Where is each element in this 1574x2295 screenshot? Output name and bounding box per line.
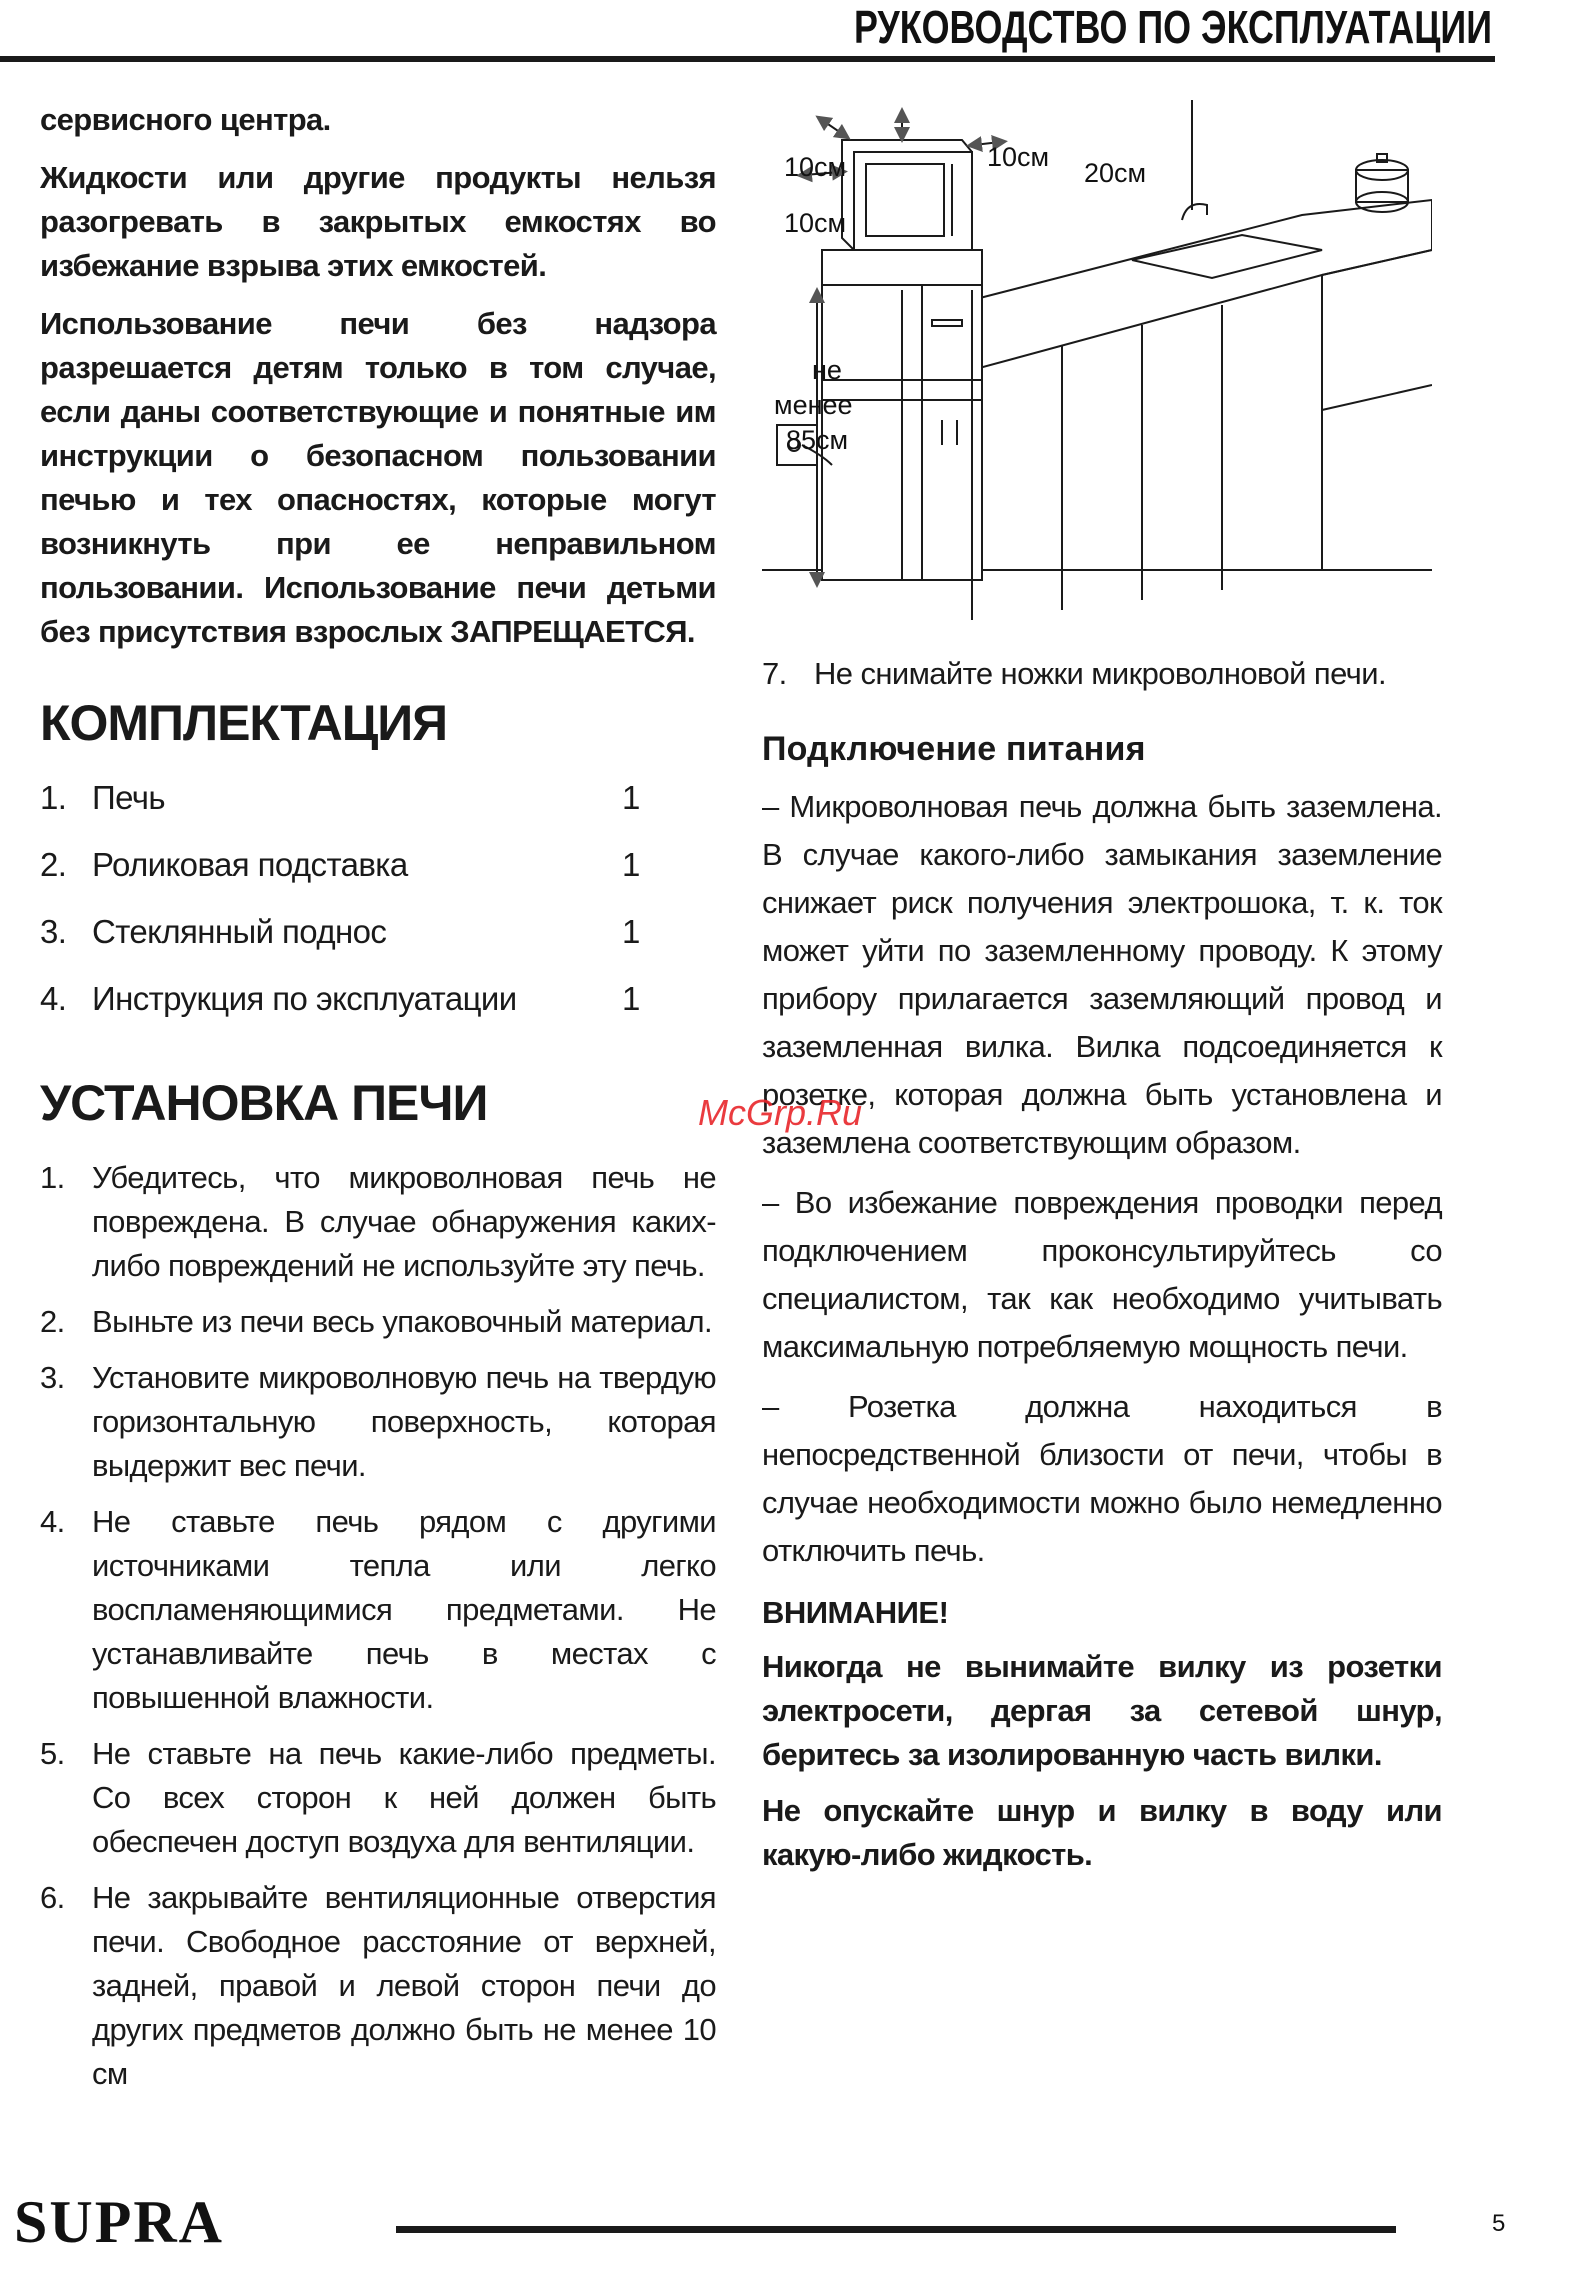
header-rule [0,56,1495,62]
kit-item-name: Роликовая подставка [92,846,408,883]
install-list [40,1156,716,2096]
kit-item-quantity: 1 [622,846,640,883]
install-item-number: 7. [762,656,787,691]
height-label-line1: не [812,355,842,385]
warning-paragraph-1: Никогда не вынимайте вилку из розетки электросети, дергая за сетевой шнур, беритесь за изолированную часть вилки. [762,1649,1442,1772]
footer-rule [396,2226,1396,2233]
height-label-line3: 85см [786,425,849,455]
clearance-right-label: 20см [1084,158,1147,188]
clearance-top-label: 10см [987,142,1050,172]
kit-item [40,910,716,977]
kit-item-number: 4. [40,980,67,1017]
kit-list [40,776,716,1044]
right-column [762,652,1442,1889]
kit-item-name: Стеклянный поднос [92,913,387,950]
install-item-text: Не ставьте печь рядом с другими источниками тепла или легко воспламеняющимися предметами. Не устанавливайте печь в местах с повышенной влажности. [92,1504,716,1715]
brand-logo: SUPRA [14,2189,225,2255]
installation-figure [762,100,1432,620]
kit-item-number: 1. [40,779,67,816]
install-item [40,1300,716,1344]
left-column [40,98,716,2108]
install-item-number: 1. [40,1160,65,1195]
install-item [40,1876,716,2096]
power-paragraph-3: – Розетка должна находиться в непосредственной близости от печи, чтобы в случае необходимости можно было немедленно отключить печь. [762,1389,1442,1568]
kit-item [40,843,716,910]
height-label-line2: менее [774,390,853,420]
install-item [40,1500,716,1720]
install-item-number: 6. [40,1880,65,1915]
power-paragraph-1: – Микроволновая печь должна быть заземлена. В случае какого-либо замыкания заземление снижает риск получения электрошока, т. к. ток может уйти по заземленному проводу. К этому прибору прилагается заземляющий провод и заземленная вилка. Вилка подсоединяется к розетке, которая должна быть установлена и заземлена соответствующим образом. [762,789,1442,1160]
kit-item [40,977,716,1044]
kit-item-name: Печь [92,779,165,816]
install-item-text: Не ставьте на печь какие-либо предметы. Со всех сторон к ней должен быть обеспечен доступ воздуха для вентиляции. [92,1736,716,1859]
install-item-text: Убедитесь, что микроволновая печь не повреждена. В случае обнаружения каких-либо повреждений не используйте эту печь. [92,1160,716,1283]
clearance-left-top-label: 10см [784,152,847,182]
intro-paragraph-3: Использование печи без надзора разрешается детям только в том случае, если даны соответствующие и понятные им инструкции о безопасном пользовании печью и тех опасностях, которые могут возникнуть при ее неправильном пользовании. Использование печи детьми без присутствия взрослых ЗАПРЕЩАЕТСЯ. [40,306,716,649]
warning-paragraph-2: Не опускайте шнур и вилку в воду или какую-либо жидкость. [762,1793,1442,1872]
install-item-number: 2. [40,1304,65,1339]
kit-item [40,776,716,843]
intro-paragraph-2: Жидкости или другие продукты нельзя разогревать в закрытых емкостях во избежание взрыва этих емкостей. [40,160,716,283]
intro-paragraph-1: сервисного центра. [40,102,331,137]
install-item [762,652,1442,696]
kit-item-quantity: 1 [622,779,640,816]
attention-heading: ВНИМАНИЕ! [762,1595,949,1630]
install-item [40,1356,716,1488]
kit-item-number: 2. [40,846,67,883]
install-item-number: 5. [40,1736,65,1771]
clearance-left-bottom-label: 10см [784,208,847,238]
page-header-title: РУКОВОДСТВО ПО ЭКСПЛУАТАЦИИ [853,1,1492,53]
install-item-number: 3. [40,1360,65,1395]
install-item-text: Выньте из печи весь упаковочный материал. [92,1304,713,1339]
watermark-text: McGrp.Ru [698,1092,863,1133]
kit-item-number: 3. [40,913,67,950]
install-item-text: Не снимайте ножки микроволновой печи. [814,656,1386,691]
install-item-text: Установите микроволновую печь на твердую горизонтальную поверхность, которая выдержит вес печи. [92,1360,716,1483]
page-number: 5 [1492,2210,1506,2237]
install-item-text: Не закрывайте вентиляционные отверстия печи. Свободное расстояние от верхней, задней, правой и левой сторон печи до других предметов должно быть не менее 10 см [92,1880,716,2091]
kit-heading: КОМПЛЕКТАЦИЯ [40,695,448,751]
kit-item-quantity: 1 [622,913,640,950]
power-heading: Подключение питания [762,730,1146,768]
install-item [40,1732,716,1864]
kit-item-name: Инструкция по эксплуатации [92,980,517,1017]
kit-item-quantity: 1 [622,980,640,1017]
install-item [40,1156,716,1288]
install-item-number: 4. [40,1504,65,1539]
power-paragraph-2: – Во избежание повреждения проводки перед подключением проконсультируйтесь со специалистом, так как необходимо учитывать максимальную потребляемую мощность печи. [762,1185,1442,1364]
install-heading: УСТАНОВКА ПЕЧИ [40,1075,488,1131]
